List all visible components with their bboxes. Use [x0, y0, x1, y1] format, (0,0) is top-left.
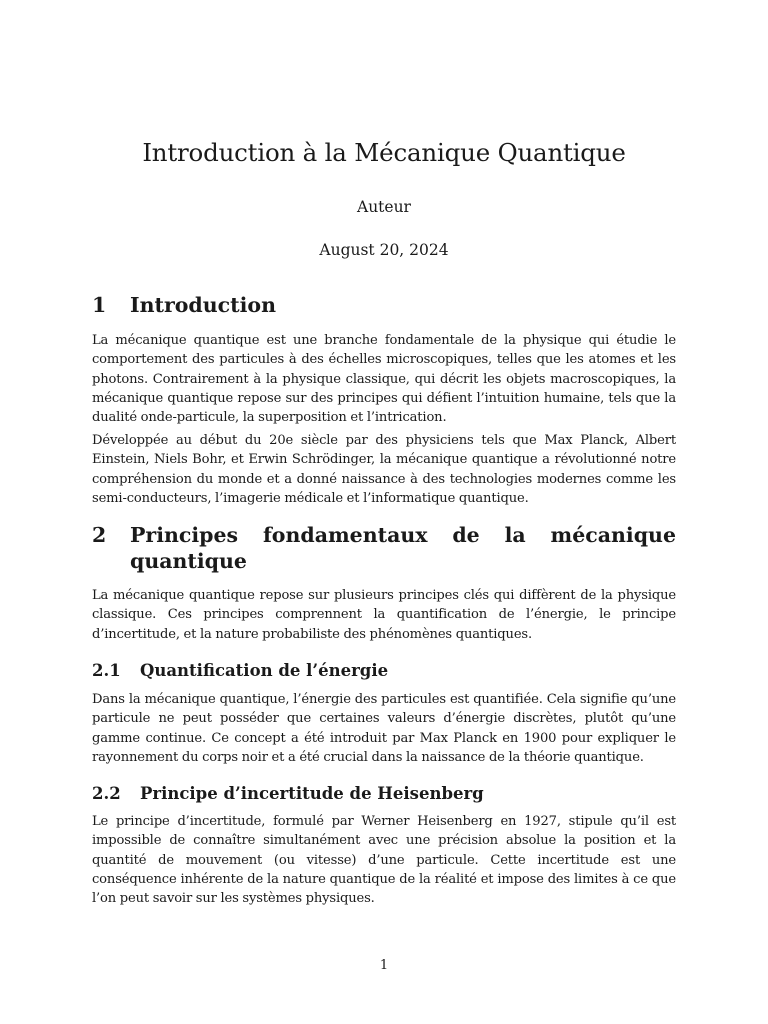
- paragraph: Développée au début du 20e siècle par des physiciens tels que Max Planck, Albert Einstein, Niels Bohr, et Erwin Schrödinger, la mécanique quantique a révolutionné notre compréhension du monde et a donné naissance à des technologies modernes comme les semi-conducteurs, l’imagerie médicale et l’informatique quantique.: [92, 433, 676, 506]
- subsection-heading-incertitude: [92, 783, 676, 805]
- section-number: 2: [92, 523, 107, 547]
- document-date: August 20, 2024: [319, 241, 449, 259]
- document-title: Introduction à la Mécanique Quantique: [142, 138, 626, 167]
- section-heading-introduction: [92, 292, 676, 318]
- section-heading-principes: [92, 522, 676, 574]
- subsection-title: Quantification de l’énergie: [140, 661, 389, 680]
- document-author: Auteur: [357, 198, 411, 216]
- subsection-number: 2.2: [92, 784, 121, 803]
- paragraph: Le principe d’incertitude, formulé par Werner Heisenberg en 1927, stipule qu’il est impossible de connaître simultanément avec une précision absolue la position et la quantité de mouvement (ou vitesse) d’une particule. Cette incertitude est une conséquence inhérente de la nature quantique de la réalité et impose des limites à ce que l’on peut savoir sur les systèmes physiques.: [92, 814, 676, 907]
- subsection-number: 2.1: [92, 661, 121, 680]
- page-number: 1: [379, 958, 389, 973]
- section-number: 1: [92, 293, 107, 317]
- section-title: Principes fondamentaux de la mécanique quantique: [130, 523, 676, 573]
- paragraph: La mécanique quantique repose sur plusieurs principes clés qui diffèrent de la physique classique. Ces principes comprennent la quantification de l’énergie, le principe d’incertitude, et la nature probabiliste des phénomènes quantiques.: [92, 588, 676, 642]
- document-page: [92, 0, 676, 1024]
- section-title: Introduction: [130, 293, 276, 317]
- subsection-heading-quantification: [92, 660, 676, 682]
- paragraph: La mécanique quantique est une branche fondamentale de la physique qui étudie le comportement des particules à des échelles microscopiques, telles que les atomes et les photons. Contrairement à la physique classique, qui décrit les objets macroscopiques, la mécanique quantique repose sur des principes qui défient l’intuition humaine, tels que la dualité onde-particule, la superposition et l’intrication.: [92, 333, 676, 426]
- subsection-title: Principe d’incertitude de Heisenberg: [140, 784, 484, 803]
- paragraph: Dans la mécanique quantique, l’énergie des particules est quantifiée. Cela signifie qu’une particule ne peut posséder que certaines valeurs d’énergie discrètes, plutôt qu’une gamme continue. Ce concept a été introduit par Max Planck en 1900 pour expliquer le rayonnement du corps noir et a été crucial dans la naissance de la théorie quantique.: [92, 692, 676, 765]
